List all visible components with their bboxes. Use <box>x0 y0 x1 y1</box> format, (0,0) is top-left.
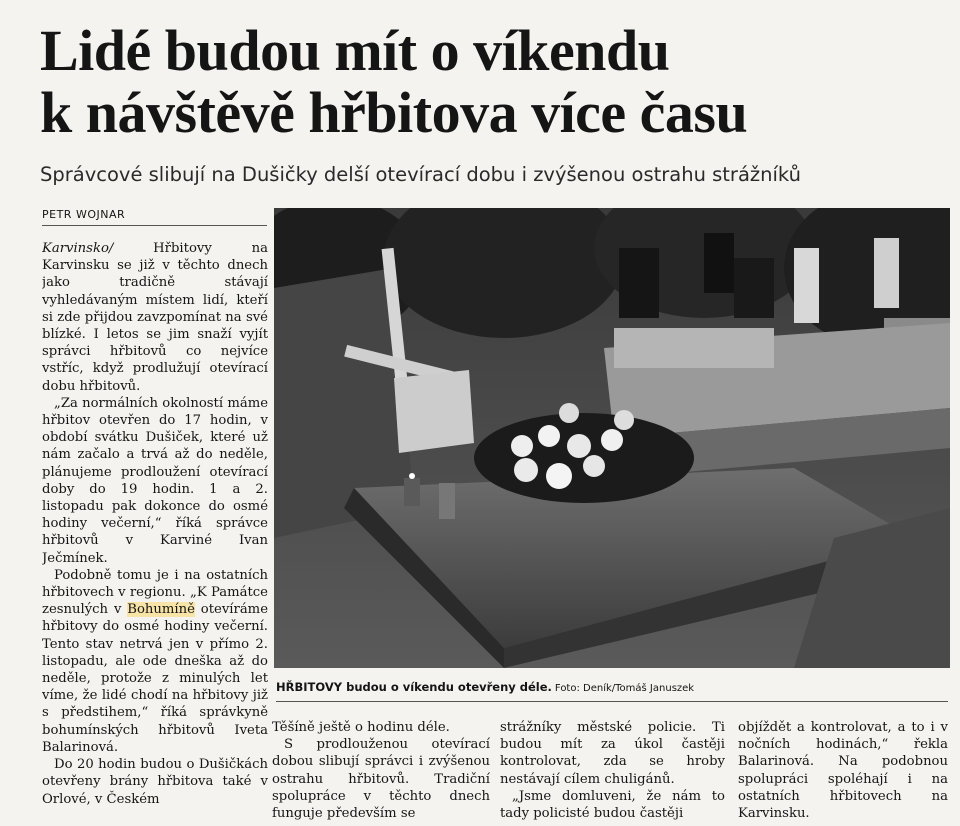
caption-keyword: HŘBITOVY <box>276 680 343 694</box>
article-column-1 <box>42 240 268 826</box>
caption-text: budou o víkendu otevřeny déle. <box>342 680 552 694</box>
paragraph: Podobně tomu je i na ostatních hřbitovech v regionu. „K Památce zesnulých v Bohumíně otevíráme hřbitovy do osmé hodiny večerní. Tento stav netrvá jen v přímo 2. listopadu, ale ode dneška až do neděle, protože z minulých let víme, že lidé chodí na hřbitovy již s předstihem,“ říká správkyně bohumínských hřbitovů Iveta Balarinová. <box>42 567 268 755</box>
article-column-3 <box>500 719 725 822</box>
article-column-4 <box>738 719 948 822</box>
headline-line-1: Lidé budou mít o víkendu <box>40 18 670 83</box>
paragraph: Karvinsko/ Hřbitovy na Karvinsku se již v těchto dnech jako tradičně stávají vyhledávaným místem lidí, kteří si zde přijdou zavzpomínat na své blízké. I letos se jim snaží vyjít správci hřbitovů co nejvíce vstříc, když prodlužují otevírací dobu hřbitovů. <box>42 241 268 394</box>
byline: PETR WOJNAR <box>42 208 267 226</box>
cemetery-photo-illustration <box>274 208 950 668</box>
cemetery-photo <box>274 208 950 668</box>
headline-line-2: k návštěvě hřbitova více času <box>40 80 748 145</box>
article-column-2 <box>272 719 490 822</box>
dateline: Karvinsko/ <box>42 241 114 256</box>
article-subheadline: Správcové slibují na Dušičky delší otevírací dobu i zvýšenou ostrahu strážníků <box>40 163 801 186</box>
photo-credit: Foto: Deník/Tomáš Januszek <box>554 683 695 694</box>
paragraph: „Jsme domluveni, že nám to tady policisté budou častěji <box>500 788 725 822</box>
paragraph: objíždět a kontrolovat, a to i v nočních hodinách,“ řekla Balarinová. Na podobnou spolupráci spoléhají i na ostatních hřbitovech na Karvinsku. <box>738 720 948 822</box>
paragraph: Do 20 hodin budou o Dušičkách otevřeny brány hřbitova také v Orlové, v Českém <box>42 757 268 807</box>
photo-caption <box>276 680 948 702</box>
paragraph: S prodlouženou otevírací dobou slibují správci i zvýšenou ostrahu hřbitovů. Tradiční spolupráce v těchto dnech funguje především se <box>272 737 490 822</box>
paragraph: „Za normálních okolností máme hřbitov otevřen do 17 hodin, v období svátku Dušiček, které už nám začalo a trvá až do neděle, plánujeme prodloužení otevírací doby do 19 hodin. 1 a 2. listopadu pak dokonce do osmé hodiny večerní,“ říká správce hřbitovů v Karviné Ivan Ječmínek. <box>42 395 268 566</box>
paragraph: strážníky městské policie. Ti budou mít za úkol častěji kontrolovat, zda se hroby nestávají cílem chuligánů. <box>500 720 725 787</box>
article-headline <box>40 20 945 144</box>
paragraph: Těšíně ještě o hodinu déle. <box>272 720 450 735</box>
highlighted-word: Bohumíně <box>127 602 195 618</box>
